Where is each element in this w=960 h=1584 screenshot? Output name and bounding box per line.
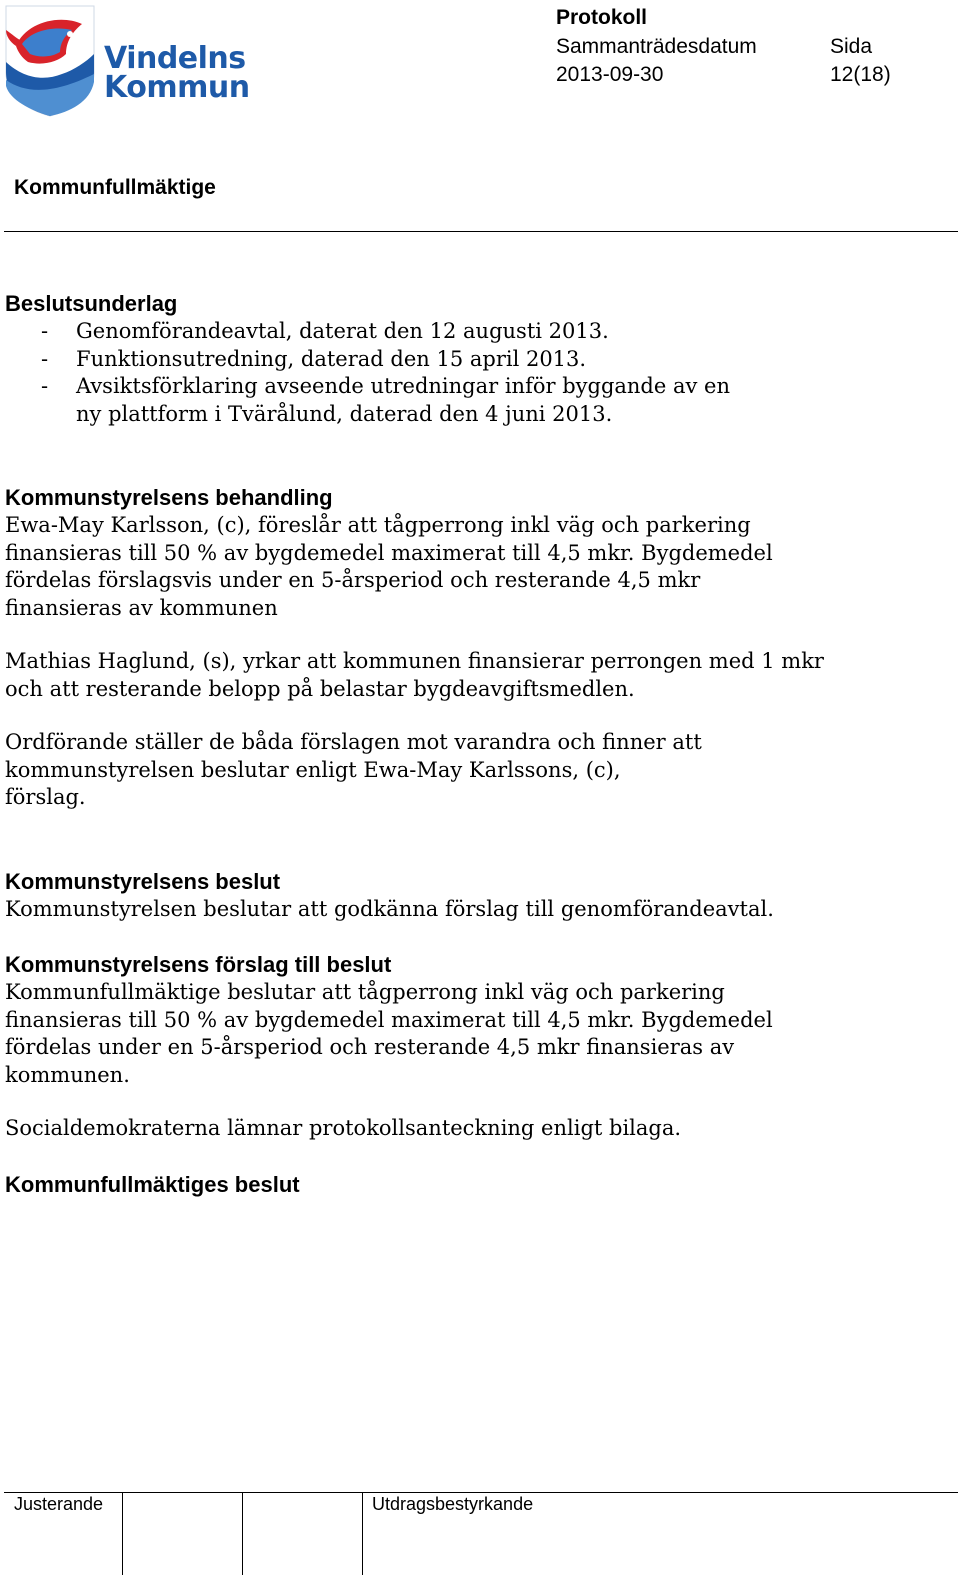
list-dash: - [41,319,49,343]
meeting-date-value: 2013-09-30 [556,63,664,86]
list-item-text: Avsiktsförklaring avseende utredningar inför byggande av en ny plattform i Tvärålund, daterad den 4 juni 2013. [76,374,730,426]
footer-divider [4,1492,958,1493]
section-heading: Kommunfullmäktiges beslut [5,1171,300,1197]
signature-box-divider [242,1493,243,1575]
section-beslut [5,868,945,924]
header-divider [4,231,958,232]
page-number-value: 12(18) [830,63,891,86]
basis-document-list [5,318,945,428]
paragraph: Kommunfullmäktige beslutar att tågperrong inkl väg och parkering finansieras till 50 % av bygdemedel maximerat till 4,5 mkr. Bygdemedel fördelas under en 5-årsperiod och resterande 4,5 mkr finansieras av kommunen. [5,980,773,1087]
section-heading: Kommunstyrelsens behandling [5,485,333,510]
signature-box-divider [362,1493,363,1575]
page-label: Sida [830,35,873,58]
section-behandling [5,484,945,812]
paragraph: Kommunstyrelsen beslutar att godkänna förslag till genomförandeavtal. [5,896,774,921]
signature-box-divider [122,1493,123,1575]
document-content [5,290,945,1199]
list-item [5,373,756,428]
section-kf-beslut [5,1171,945,1199]
list-item [5,318,945,346]
paragraph: Mathias Haglund, (s), yrkar att kommunen finansierar perrongen med 1 mkr och att resterande belopp på belastar bygdeavgiftsmedlen. [5,649,824,701]
document-type: Protokoll [556,6,648,29]
section-heading: Kommunstyrelsens beslut [5,868,281,894]
paragraph: Ordförande ställer de båda förslagen mot varandra och finner att kommunstyrelsen beslutar enligt Ewa-May Karlssons, (c), förslag. [5,730,702,809]
list-dash: - [41,346,49,371]
utdragsbestyrkande-label: Utdragsbestyrkande [372,1494,534,1514]
paragraph: Ewa-May Karlsson, (c), föreslår att tågperrong inkl väg och parkering finansieras till 50 % av bygdemedel maximerat till 4,5 mkr. Bygdemedel fördelas förslagsvis under en 5-årsperiod och resterande 4,5 mkr finansieras av kommunen [5,513,773,620]
list-dash: - [41,374,49,398]
logo-text-line1: Vindelns [104,41,246,76]
section-beslutsunderlag [5,290,945,428]
logo-text-line2: Kommun [104,70,250,105]
section-heading: Kommunstyrelsens förslag till beslut [5,952,392,977]
meeting-date-label: Sammanträdesdatum [556,35,757,58]
assembly-name: Kommunfullmäktige [14,176,216,199]
list-item-text: Funktionsutredning, daterad den 15 april 2013. [76,346,587,371]
justerande-label: Justerande [14,1494,104,1514]
logo-wordmark [104,41,250,105]
list-item [5,346,945,374]
paragraph: Socialdemokraterna lämnar protokollsanteckning enligt bilaga. [5,1116,682,1140]
list-item-text: Genomförandeavtal, daterat den 12 augusti 2013. [76,319,609,343]
section-forslag [5,951,945,1143]
fish-emblem-icon [2,2,102,118]
section-heading: Beslutsunderlag [5,291,178,316]
vindelns-kommun-logo [2,2,252,120]
